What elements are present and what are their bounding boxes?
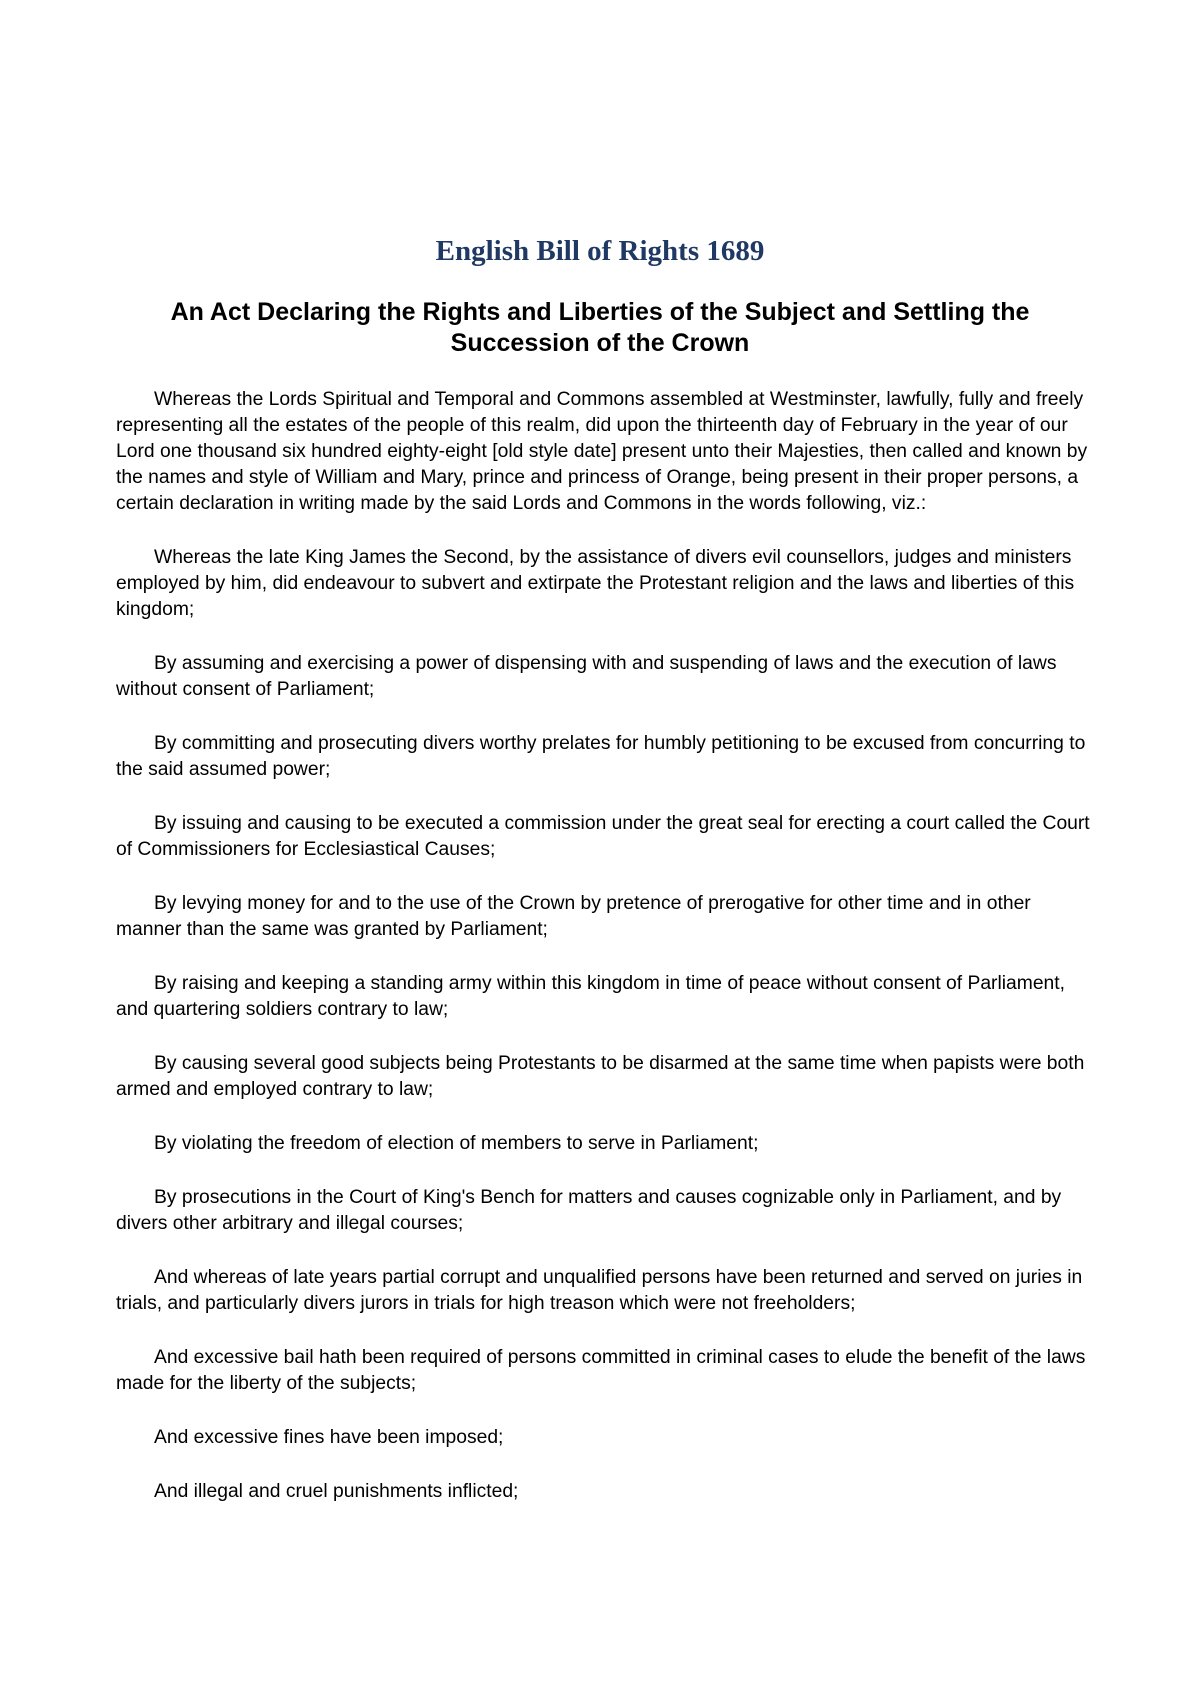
paragraph: And excessive fines have been imposed; [154, 1427, 504, 1448]
paragraph: By violating the freedom of election of members to serve in Parliament; [154, 1133, 759, 1154]
paragraph: By causing several good subjects being Protestants to be disarmed at the same time when papists were both armed and employed contrary to law; [116, 1053, 1085, 1100]
paragraph: By raising and keeping a standing army within this kingdom in time of peace without consent of Parliament, and quartering soldiers contrary to law; [116, 973, 1065, 1020]
paragraph: And excessive bail hath been required of persons committed in criminal cases to elude the benefit of the laws made for the liberty of the subjects; [116, 1347, 1086, 1394]
paragraph: By prosecutions in the Court of King's Bench for matters and causes cognizable only in Parliament, and by divers other arbitrary and illegal courses; [116, 1187, 1062, 1234]
paragraph: Whereas the Lords Spiritual and Temporal and Commons assembled at Westminster, lawfully, fully and freely representing all the estates of the people of this realm, did upon the thirteenth day of February in the year of our Lord one thousand six hundred eighty-eight [old style date] present unto their Majesties, then called and known by the names and style of William and Mary, prince and princess of Orange, being present in their proper persons, a certain declaration in writing made by the said Lords and Commons in the words following, viz.: [116, 389, 1088, 514]
paragraph: By issuing and causing to be executed a commission under the great seal for erecting a court called the Court of Commissioners for Ecclesiastical Causes; [116, 813, 1090, 860]
paragraph: By committing and prosecuting divers worthy prelates for humbly petitioning to be excused from concurring to the said assumed power; [116, 733, 1086, 780]
paragraph: Whereas the late King James the Second, by the assistance of divers evil counsellors, judges and ministers employed by him, did endeavour to subvert and extirpate the Protestant religion and the laws and liberties of this kingdom; [116, 547, 1075, 620]
paragraph: By levying money for and to the use of the Crown by pretence of prerogative for other time and in other manner than the same was granted by Parliament; [116, 893, 1031, 940]
document-subtitle: An Act Declaring the Rights and Liberties of the Subject and Settling the Succession of the Crown [170, 298, 1030, 357]
paragraph: And whereas of late years partial corrupt and unqualified persons have been returned and served on juries in trials, and particularly divers jurors in trials for high treason which were not freeholders; [116, 1267, 1083, 1314]
paragraph: By assuming and exercising a power of dispensing with and suspending of laws and the execution of laws without consent of Parliament; [116, 653, 1057, 700]
paragraph: And illegal and cruel punishments inflicted; [154, 1481, 519, 1502]
document-title: English Bill of Rights 1689 [435, 235, 765, 267]
document-body [116, 387, 1094, 1533]
